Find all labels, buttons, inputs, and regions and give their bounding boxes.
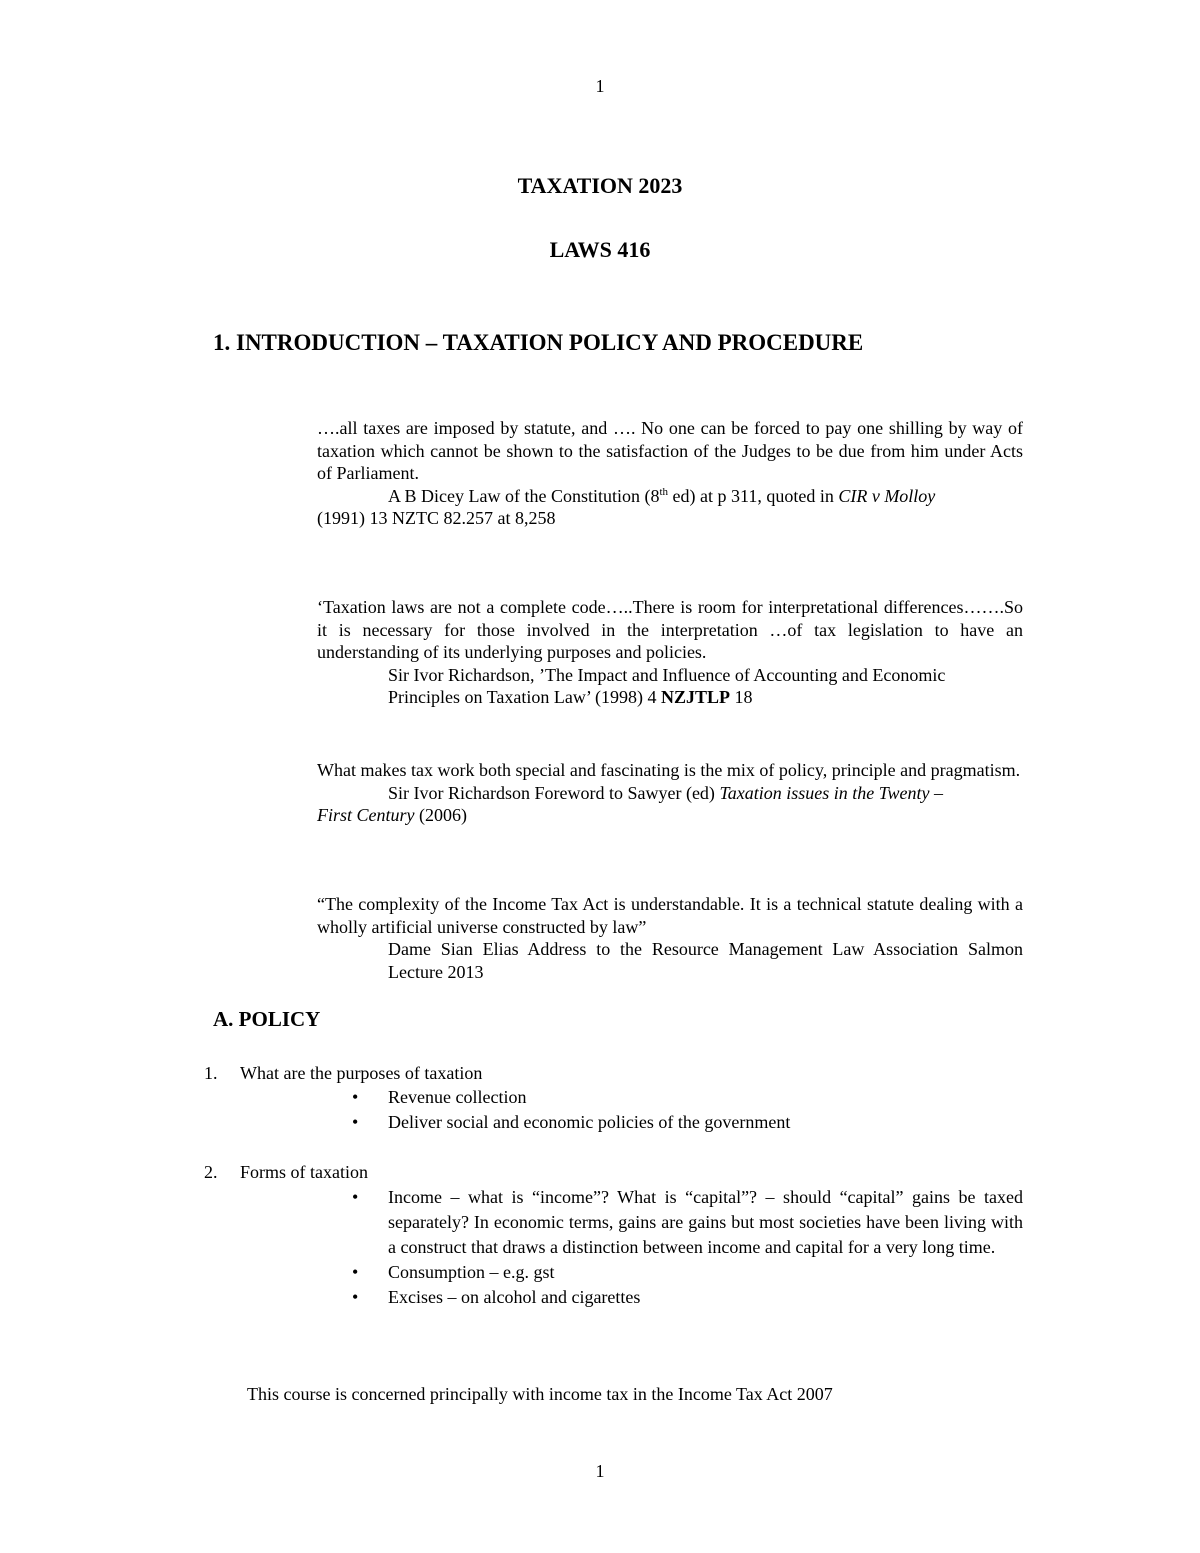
- document-title: TAXATION 2023: [517, 173, 683, 198]
- quote-citation: (1991) 13 NZTC 82.257 at 8,258: [317, 508, 556, 528]
- closing-statement: This course is concerned principally with income tax in the Income Tax Act 2007: [247, 1384, 833, 1404]
- list-item: [204, 1061, 482, 1085]
- quote-citation: First Century (2006): [317, 805, 467, 825]
- list-label: Forms of taxation: [240, 1162, 368, 1182]
- bullet-icon: •: [352, 1087, 359, 1107]
- quote-richardson-2: [317, 759, 1023, 827]
- quote-attribution: Dame Sian Elias Address to the Resource Management Law Association Salmon Lecture 2013: [388, 939, 1023, 982]
- policy-heading: A. POLICY: [213, 1007, 321, 1031]
- quote-richardson-1: [317, 596, 1023, 709]
- bullet-list-forms: [352, 1185, 1023, 1310]
- bullet-icon: •: [352, 1287, 359, 1307]
- list-item: • Consumption – e.g. gst: [352, 1260, 1023, 1285]
- bullet-icon: •: [352, 1262, 359, 1282]
- list-item: • Excises – on alcohol and cigarettes: [352, 1285, 1023, 1310]
- list-item: • Revenue collection: [352, 1085, 1023, 1110]
- bullet-list-purposes: [352, 1085, 1023, 1135]
- quote-attribution: A B Dicey Law of the Constitution (8th ed) at p 311, quoted in CIR v Molloy: [388, 485, 936, 506]
- section-heading: 1. INTRODUCTION – TAXATION POLICY AND PROCEDURE: [213, 330, 864, 355]
- page-number-bottom: 1: [595, 1461, 605, 1481]
- bullet-icon: •: [352, 1112, 359, 1132]
- quote-dicey: [317, 417, 1023, 530]
- list-item: [204, 1160, 368, 1184]
- list-number: 2.: [204, 1162, 218, 1182]
- quote-attribution: Sir Ivor Richardson Foreword to Sawyer (ed) Taxation issues in the Twenty –: [388, 782, 943, 803]
- list-number: 1.: [204, 1063, 218, 1083]
- quote-text: What makes tax work both special and fascinating is the mix of policy, principle and pragmatism.: [317, 760, 1021, 780]
- quote-attribution: Sir Ivor Richardson, ’The Impact and Influence of Accounting and Economic Principles on Taxation Law’ (1998) 4 NZJTLP 18: [388, 664, 946, 707]
- list-label: What are the purposes of taxation: [240, 1063, 483, 1083]
- page-number-top: 1: [595, 76, 605, 96]
- quote-elias: [317, 893, 1023, 983]
- quote-text: “The complexity of the Income Tax Act is understandable. It is a technical statute dealing with a wholly artificial universe constructed by law”: [317, 894, 1023, 937]
- list-item: • Income – what is “income”? What is “capital”? – should “capital” gains be taxed separately? In economic terms, gains are gains but most societies have been living with a construct that draws a distinction between income and capital for a very long time.: [352, 1187, 1023, 1257]
- list-item: • Deliver social and economic policies of the government: [352, 1110, 1023, 1135]
- course-code: LAWS 416: [549, 237, 651, 262]
- quote-text: ….all taxes are imposed by statute, and …. No one can be forced to pay one shilling by way of taxation which cannot be shown to the satisfaction of the Judges to be due from him under Acts of Parliament.: [317, 418, 1023, 483]
- quote-text: ‘Taxation laws are not a complete code…..There is room for interpretational differences…….So it is necessary for those involved in the interpretation …of tax legislation to have an understanding of its underlying purposes and policies.: [317, 597, 1023, 662]
- bullet-icon: •: [352, 1187, 359, 1207]
